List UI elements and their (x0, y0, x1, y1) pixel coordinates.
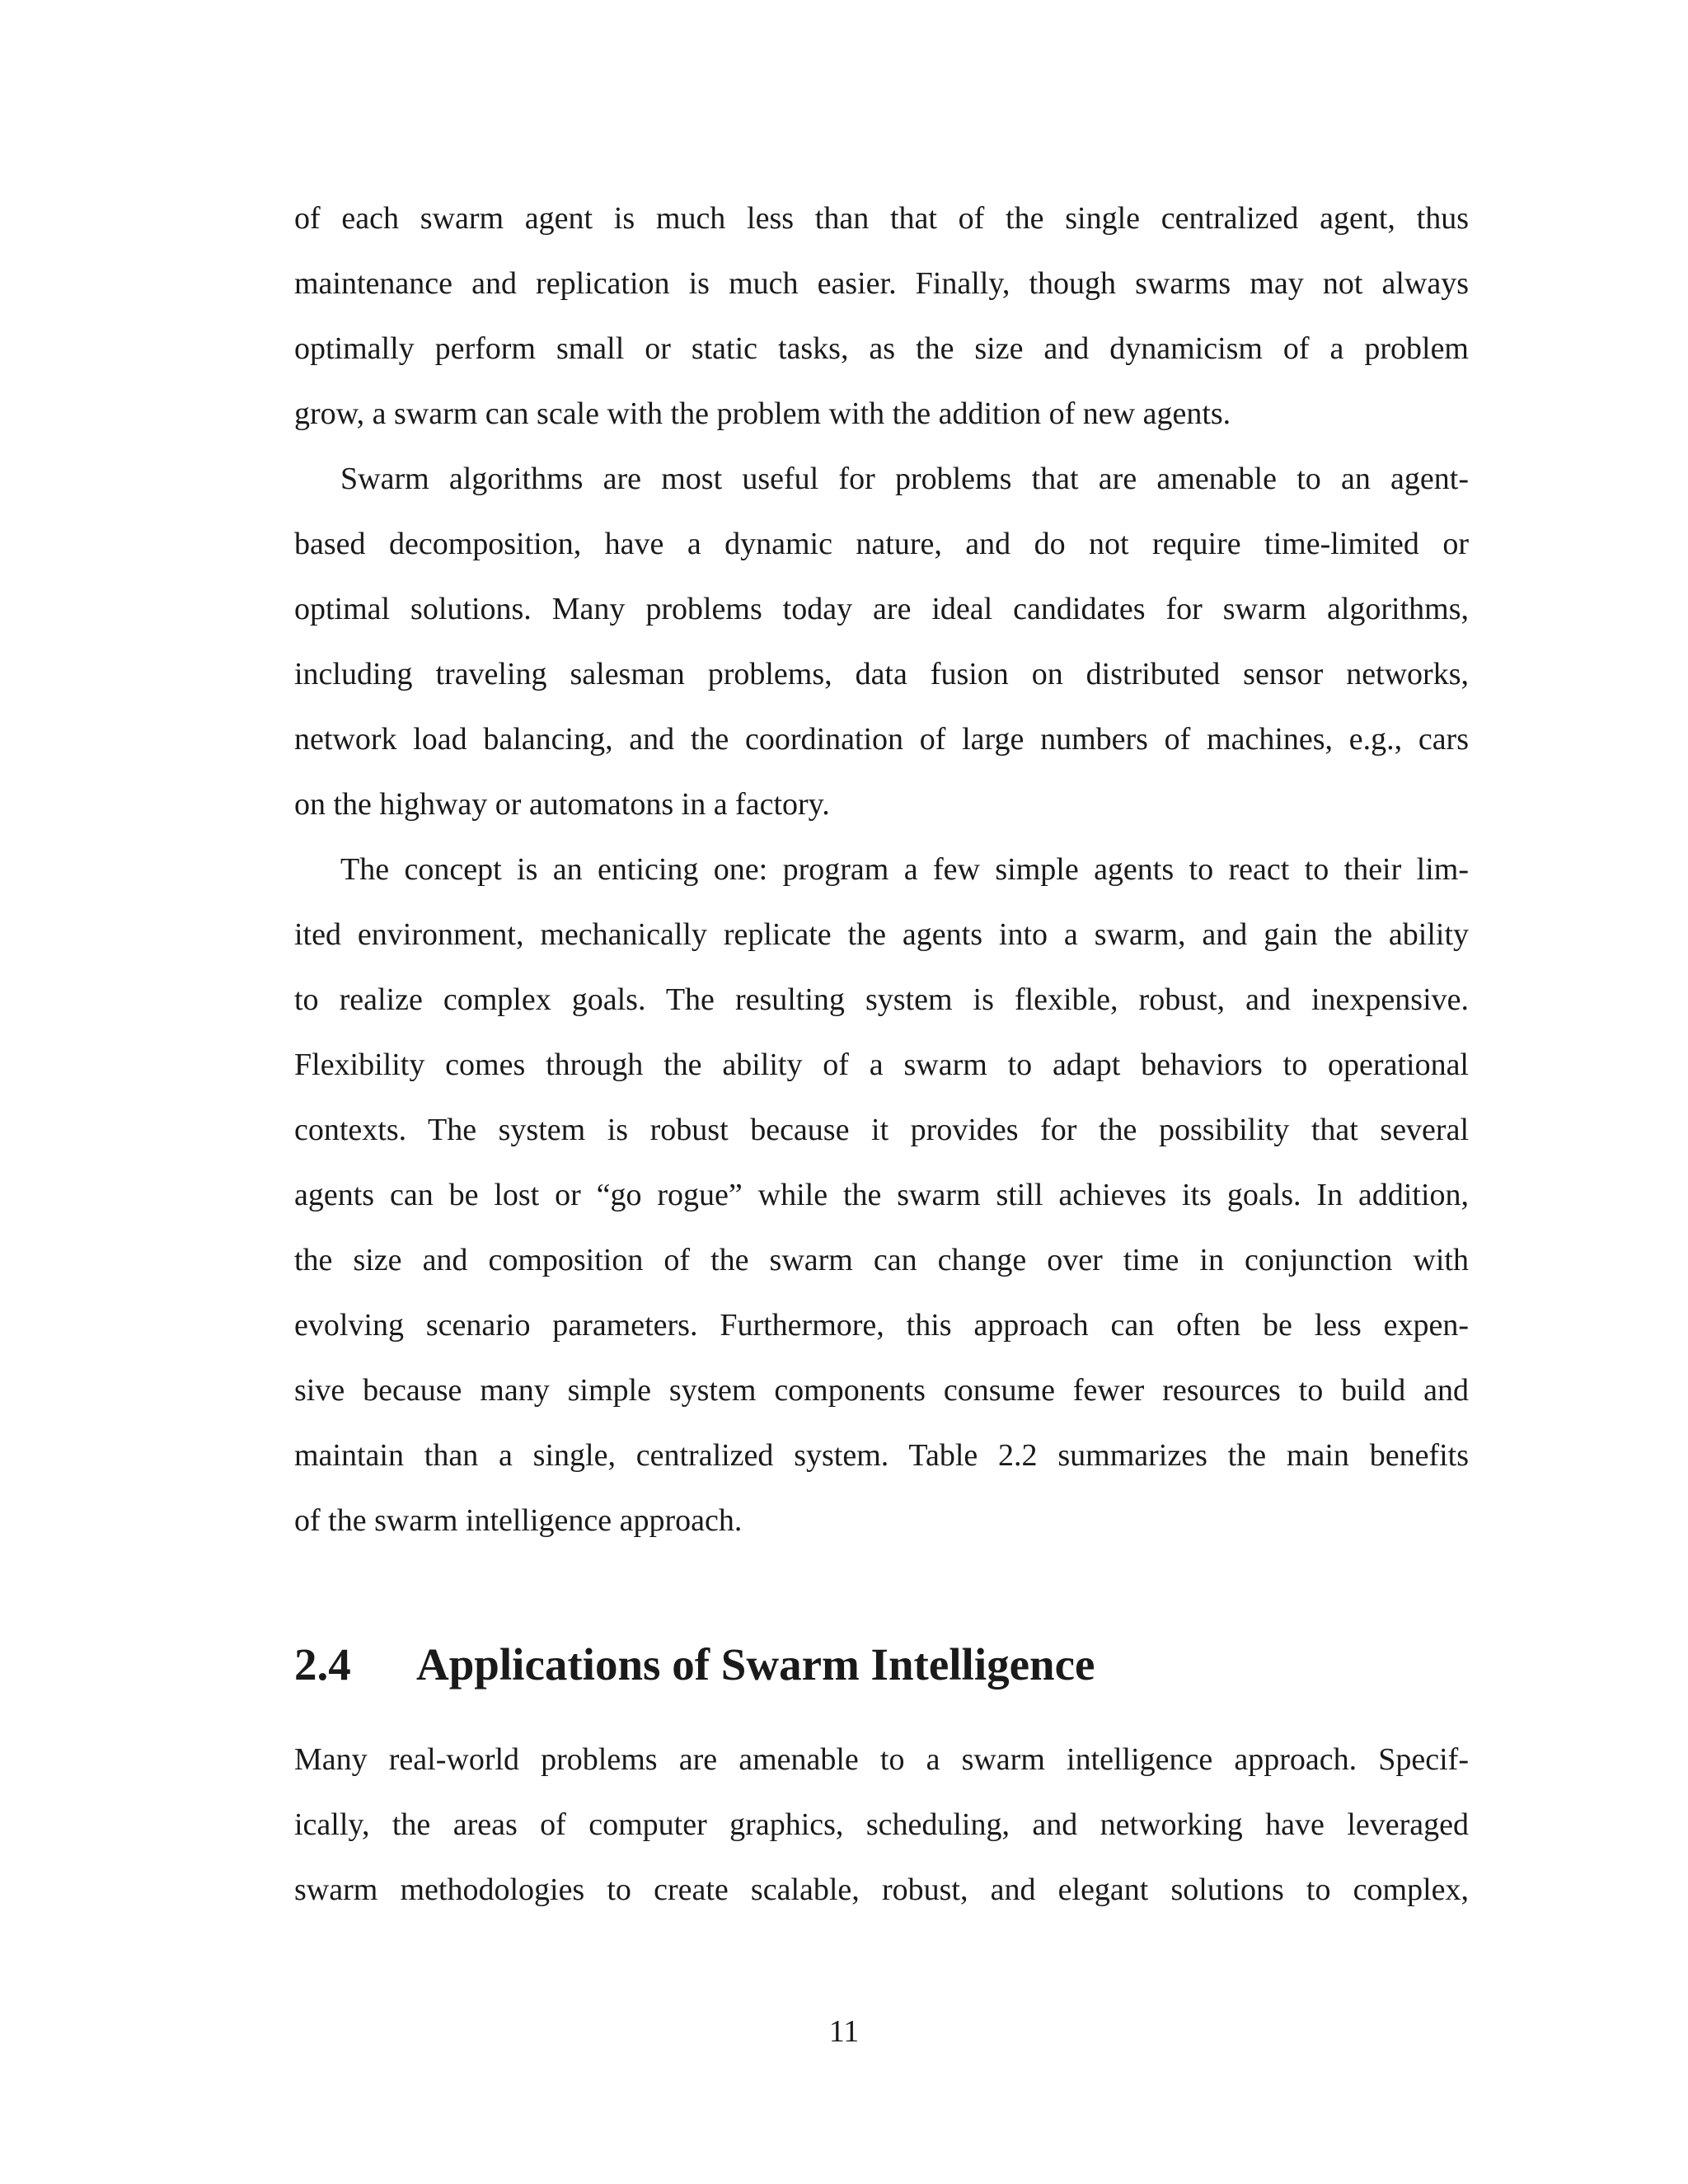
paragraph-3-line-1: The concept is an enticing one: program a few simple agents to react to their lim- (340, 852, 1469, 887)
paragraph-2-line-4: including traveling salesman problems, data fusion on distributed sensor networks, (294, 657, 1469, 691)
section-heading (294, 1636, 1095, 1694)
paragraph-2-line-3: optimal solutions. Many problems today are ideal candidates for swarm algorithms, (294, 592, 1469, 626)
section-title: Applications of Swarm Intelligence (416, 1639, 1095, 1690)
paragraph-1-line-3: optimally perform small or static tasks, as the size and dynamicism of a problem (294, 331, 1469, 366)
paragraph-3-line-9: sive because many simple system components consume fewer resources to build and (294, 1373, 1469, 1408)
paragraph-3-line-11: of the swarm intelligence approach. (294, 1503, 743, 1538)
paragraph-3-line-7: the size and composition of the swarm can change over time in conjunction with (294, 1243, 1469, 1277)
paragraph-3-line-10: maintain than a single, centralized system. Table 2.2 summarizes the main benefits (294, 1438, 1469, 1473)
paragraph-2-line-2: based decomposition, have a dynamic nature, and do not require time-limited or (294, 527, 1469, 561)
paragraph-3-line-5: contexts. The system is robust because it provides for the possibility that several (294, 1113, 1469, 1147)
paragraph-1-line-4: grow, a swarm can scale with the problem with the addition of new agents. (294, 396, 1231, 431)
paragraph-3-line-4: Flexibility comes through the ability of a swarm to adapt behaviors to operational (294, 1047, 1469, 1082)
page-number: 11 (828, 2014, 860, 2049)
paragraph-3-line-6: agents can be lost or “go rogue” while the swarm still achieves its goals. In addition, (294, 1178, 1469, 1212)
section-number: 2.4 (294, 1639, 351, 1690)
paragraph-3-line-8: evolving scenario parameters. Furthermore, this approach can often be less expen- (294, 1308, 1469, 1343)
paragraph-2-line-1: Swarm algorithms are most useful for problems that are amenable to an agent- (340, 462, 1469, 496)
paragraph-1-line-1: of each swarm agent is much less than that of the single centralized agent, thus (294, 201, 1469, 236)
paragraph-2-line-6: on the highway or automatons in a factory. (294, 787, 830, 822)
paragraph-2-line-5: network load balancing, and the coordination of large numbers of machines, e.g., cars (294, 722, 1469, 757)
section-paragraph-line-2: ically, the areas of computer graphics, scheduling, and networking have leveraged (294, 1807, 1469, 1842)
paragraph-3-line-2: ited environment, mechanically replicate the agents into a swarm, and gain the ability (294, 917, 1469, 952)
paragraph-1-line-2: maintenance and replication is much easier. Finally, though swarms may not always (294, 266, 1469, 301)
section-paragraph-line-1: Many real-world problems are amenable to a swarm intelligence approach. Specif- (294, 1742, 1469, 1777)
section-paragraph-line-3: swarm methodologies to create scalable, robust, and elegant solutions to complex, (294, 1872, 1469, 1907)
paragraph-3-line-3: to realize complex goals. The resulting system is flexible, robust, and inexpensive. (294, 982, 1469, 1017)
